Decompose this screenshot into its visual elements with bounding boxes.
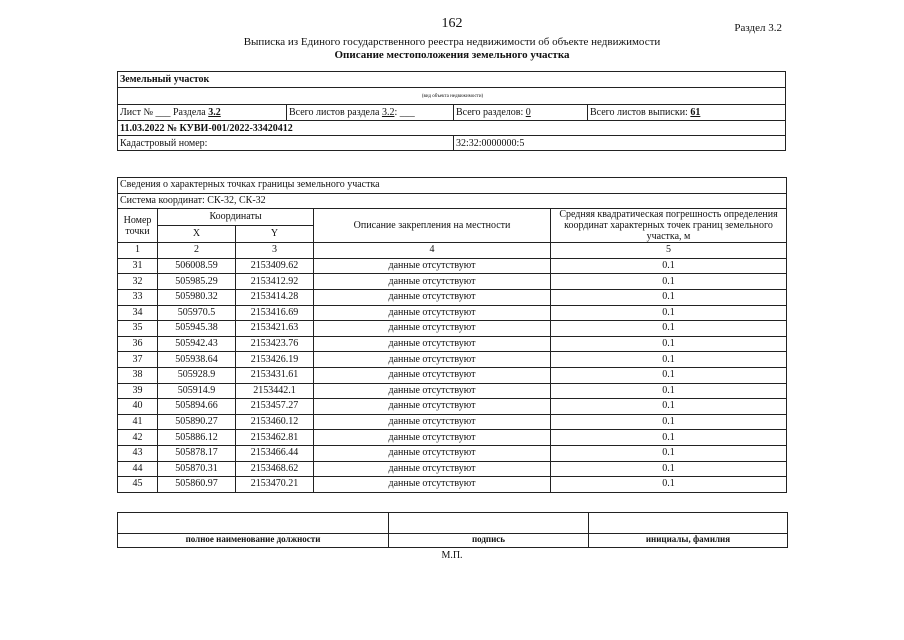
table-row [118, 336, 787, 352]
position-cell [118, 513, 388, 547]
point-number-cell: 39 [118, 383, 158, 399]
table-row [118, 352, 787, 368]
description-cell: данные отсутствуют [314, 258, 551, 274]
signature-cell [388, 513, 588, 547]
error-cell: 0.1 [551, 414, 787, 430]
description-cell: данные отсутствуют [314, 383, 551, 399]
table-row [118, 477, 787, 493]
error-cell: 0.1 [551, 336, 787, 352]
header-error: Средняя квадратическая погрешность определения координат характерных точек границ земельного участка, м [551, 209, 787, 243]
x-coordinate-cell: 505886.12 [158, 430, 236, 446]
initials-label: инициалы, фамилия [645, 534, 731, 544]
x-coordinate-cell: 505942.43 [158, 336, 236, 352]
description-cell: данные отсутствуют [314, 289, 551, 305]
object-type-row [118, 72, 785, 88]
table-row [118, 399, 787, 415]
stamp-label: М.П. [441, 550, 463, 561]
x-coordinate-cell: 505970.5 [158, 305, 236, 321]
point-number-cell: 35 [118, 321, 158, 337]
description-cell: данные отсутствуют [314, 321, 551, 337]
table-row [118, 414, 787, 430]
error-cell: 0.1 [551, 305, 787, 321]
table-row [118, 461, 787, 477]
point-number-cell: 33 [118, 289, 158, 305]
error-cell: 0.1 [551, 352, 787, 368]
total-sheets-extract-value: 61 [690, 107, 701, 118]
point-number-cell: 34 [118, 305, 158, 321]
error-cell: 0.1 [551, 399, 787, 415]
error-cell: 0.1 [551, 367, 787, 383]
y-coordinate-cell: 2153423.76 [236, 336, 314, 352]
description-cell: данные отсутствуют [314, 445, 551, 461]
x-coordinate-cell: 505980.32 [158, 289, 236, 305]
col-number: 2 [158, 243, 236, 259]
point-number-cell: 45 [118, 477, 158, 493]
header-y: Y [236, 226, 314, 243]
description-cell: данные отсутствуют [314, 336, 551, 352]
table-row [118, 367, 787, 383]
header-coords: Координаты [158, 209, 314, 226]
header-x: X [158, 226, 236, 243]
date-number: 11.03.2022 № КУВИ-001/2022-33420412 [120, 122, 293, 134]
point-number-cell: 42 [118, 430, 158, 446]
y-coordinate-cell: 2153460.12 [236, 414, 314, 430]
description-cell: данные отсутствуют [314, 305, 551, 321]
y-coordinate-cell: 2153426.19 [236, 352, 314, 368]
total-sections-cell [453, 105, 587, 120]
total-sections-value: 0 [525, 107, 531, 118]
x-coordinate-cell: 505890.27 [158, 414, 236, 430]
sheet-blank: ___ [155, 107, 171, 118]
table-row [118, 321, 787, 337]
date-number-row [118, 121, 785, 136]
points-title: Сведения о характерных точках границы земельного участка [118, 178, 787, 194]
section-prefix: Раздела [172, 107, 206, 118]
error-cell: 0.1 [551, 274, 787, 290]
table-row [118, 430, 787, 446]
x-coordinate-cell: 505870.31 [158, 461, 236, 477]
point-number-cell: 36 [118, 336, 158, 352]
initials-cell [588, 513, 787, 547]
description-cell: данные отсутствуют [314, 352, 551, 368]
cadastral-row [118, 136, 785, 151]
error-cell: 0.1 [551, 430, 787, 446]
point-number-cell: 40 [118, 399, 158, 415]
description-cell: данные отсутствуют [314, 399, 551, 415]
point-number-cell: 43 [118, 445, 158, 461]
total-sheets-extract-label: Всего листов выписки: [590, 107, 688, 118]
total-sheets-section-cell: Всего листов раздела 3.2 : ___ [286, 105, 453, 120]
table-row [118, 258, 787, 274]
y-coordinate-cell: 2153457.27 [236, 399, 314, 415]
y-coordinate-cell: 2153466.44 [236, 445, 314, 461]
table-row [118, 305, 787, 321]
error-cell: 0.1 [551, 321, 787, 337]
object-type-caption: (вид объекта недвижимости) [421, 94, 484, 99]
y-coordinate-cell: 2153409.62 [236, 258, 314, 274]
section-label: Раздел 3.2 [734, 22, 782, 34]
y-coordinate-cell: 2153412.92 [236, 274, 314, 290]
sheet-number-cell [118, 105, 286, 120]
cadastral-label: Кадастровый номер: [120, 138, 208, 149]
error-cell: 0.1 [551, 383, 787, 399]
total-sheets-section-blank: ___ [399, 107, 415, 118]
points-body [118, 258, 787, 492]
total-sections-label: Всего разделов: [456, 107, 524, 118]
point-number-cell: 41 [118, 414, 158, 430]
total-sheets-section-value: 3.2 [381, 107, 395, 118]
sheet-label: Лист № [120, 107, 153, 118]
table-row [118, 383, 787, 399]
points-section [117, 177, 786, 493]
total-sheets-extract-cell [587, 105, 785, 120]
x-coordinate-cell: 505894.66 [158, 399, 236, 415]
description-cell: данные отсутствуют [314, 477, 551, 493]
x-coordinate-cell: 505938.64 [158, 352, 236, 368]
x-coordinate-cell: 505878.17 [158, 445, 236, 461]
table-row [118, 289, 787, 305]
point-number-cell: 44 [118, 461, 158, 477]
cadastral-value: 32:32:0000000:5 [453, 136, 785, 151]
header-description: Описание закрепления на местности [314, 209, 551, 243]
y-coordinate-cell: 2153470.21 [236, 477, 314, 493]
point-number-cell: 31 [118, 258, 158, 274]
y-coordinate-cell: 2153414.28 [236, 289, 314, 305]
description-cell: данные отсутствуют [314, 461, 551, 477]
header-point-number: Номер точки [118, 209, 158, 243]
object-type-caption-row [118, 88, 785, 105]
point-number-cell: 32 [118, 274, 158, 290]
description-cell: данные отсутствуют [314, 430, 551, 446]
section-value: 3.2 [208, 107, 221, 118]
x-coordinate-cell: 505945.38 [158, 321, 236, 337]
signature-block [117, 512, 788, 548]
y-coordinate-cell: 2153442.1 [236, 383, 314, 399]
extract-title: Выписка из Единого государственного реестра недвижимости об объекте недвижимости [243, 36, 661, 48]
x-coordinate-cell: 506008.59 [158, 258, 236, 274]
point-number-cell: 38 [118, 367, 158, 383]
col-number: 1 [118, 243, 158, 259]
y-coordinate-cell: 2153468.62 [236, 461, 314, 477]
point-number-cell: 37 [118, 352, 158, 368]
object-type: Земельный участок [120, 74, 210, 85]
sheet-info-row [118, 105, 785, 121]
y-coordinate-cell: 2153431.61 [236, 367, 314, 383]
header-block [117, 71, 786, 151]
page-number: 162 [441, 16, 463, 31]
extract-subtitle: Описание местоположения земельного участка [334, 49, 570, 61]
points-table [117, 177, 787, 493]
signature-label: подпись [471, 534, 506, 544]
table-row [118, 274, 787, 290]
y-coordinate-cell: 2153462.81 [236, 430, 314, 446]
column-numbers-row [118, 243, 787, 259]
col-number: 5 [551, 243, 787, 259]
error-cell: 0.1 [551, 289, 787, 305]
x-coordinate-cell: 505985.29 [158, 274, 236, 290]
y-coordinate-cell: 2153416.69 [236, 305, 314, 321]
description-cell: данные отсутствуют [314, 274, 551, 290]
coord-system: Система координат: СК-32, СК-32 [118, 193, 787, 209]
error-cell: 0.1 [551, 477, 787, 493]
x-coordinate-cell: 505928.9 [158, 367, 236, 383]
table-row [118, 445, 787, 461]
error-cell: 0.1 [551, 445, 787, 461]
total-sheets-section-label: Всего листов раздела [289, 107, 380, 118]
x-coordinate-cell: 505914.9 [158, 383, 236, 399]
y-coordinate-cell: 2153421.63 [236, 321, 314, 337]
col-number: 4 [314, 243, 551, 259]
x-coordinate-cell: 505860.97 [158, 477, 236, 493]
error-cell: 0.1 [551, 258, 787, 274]
description-cell: данные отсутствуют [314, 367, 551, 383]
position-label: полное наименование должности [185, 534, 321, 544]
col-number: 3 [236, 243, 314, 259]
description-cell: данные отсутствуют [314, 414, 551, 430]
error-cell: 0.1 [551, 461, 787, 477]
